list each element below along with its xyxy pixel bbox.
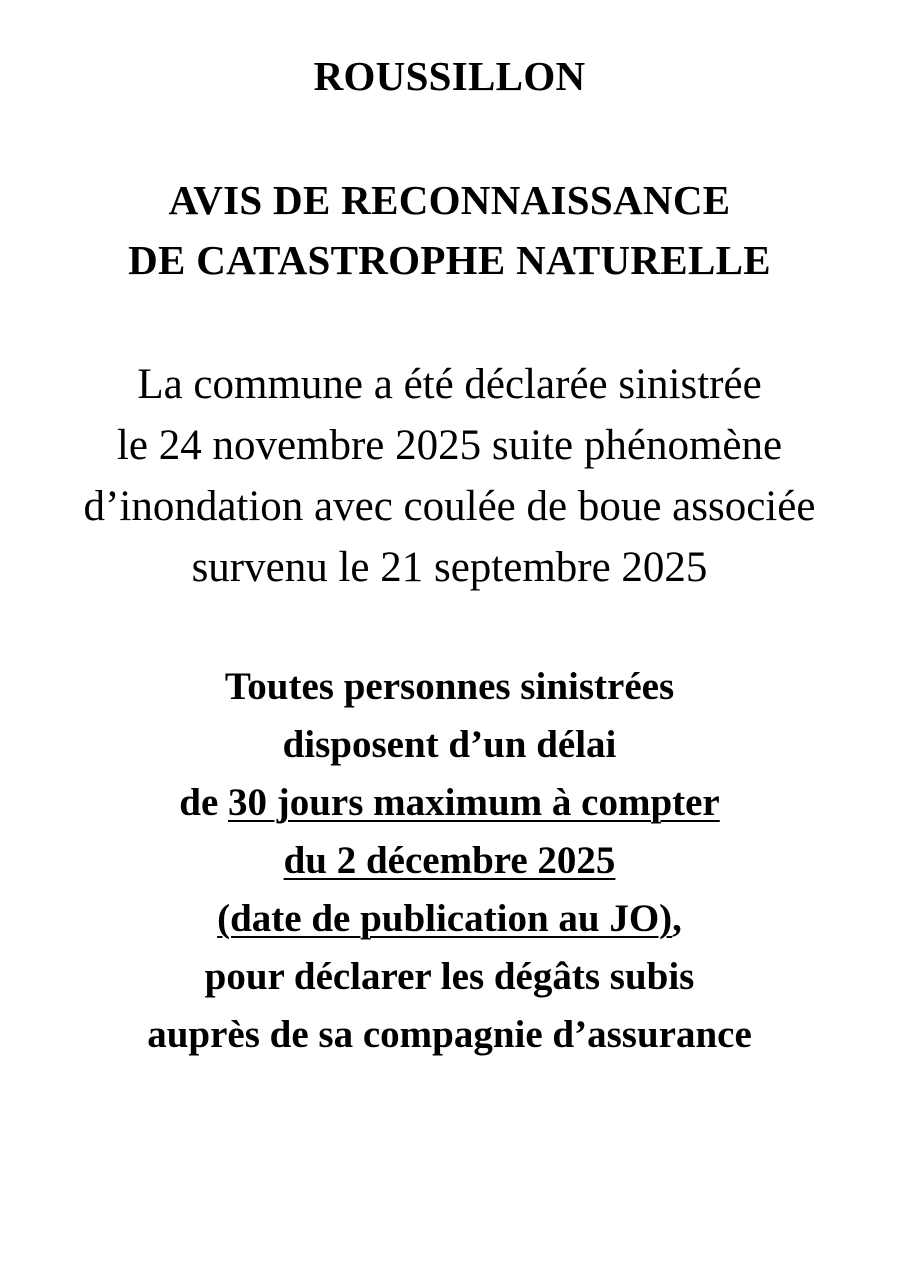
- declaration-line-2: le 24 novembre 2025 suite phénomène: [116, 422, 783, 469]
- instruction-line-3-prefix: de: [179, 781, 228, 824]
- instruction-line-5-suffix: ,: [672, 897, 682, 940]
- declaration-line-3: d’inondation avec coulée de boue associée: [83, 483, 816, 530]
- instruction-line-5: [0, 899, 899, 938]
- instruction-line-4: [0, 841, 899, 880]
- notice-title-line-1: AVIS DE RECONNAISSANCE: [168, 177, 731, 223]
- commune-name: ROUSSILLON: [313, 53, 586, 99]
- instruction-line-2: disposent d’un délai: [282, 723, 617, 766]
- publication-note: (date de publication au JO): [217, 897, 673, 940]
- deadline-start-date: du 2 décembre 2025: [283, 839, 616, 882]
- declaration-line-1: La commune a été déclarée sinistrée: [137, 361, 762, 408]
- instruction-line-6: pour déclarer les dégâts subis: [204, 955, 695, 998]
- instruction-line-1: Toutes personnes sinistrées: [224, 665, 675, 708]
- deadline-duration: 30 jours maximum à compter: [228, 781, 720, 824]
- instruction-line-7: auprès de sa compagnie d’assurance: [147, 1013, 752, 1056]
- declaration-line-4: survenu le 21 septembre 2025: [191, 544, 708, 591]
- instruction-line-3: [0, 783, 899, 822]
- notice-title-line-2: DE CATASTROPHE NATURELLE: [128, 237, 771, 283]
